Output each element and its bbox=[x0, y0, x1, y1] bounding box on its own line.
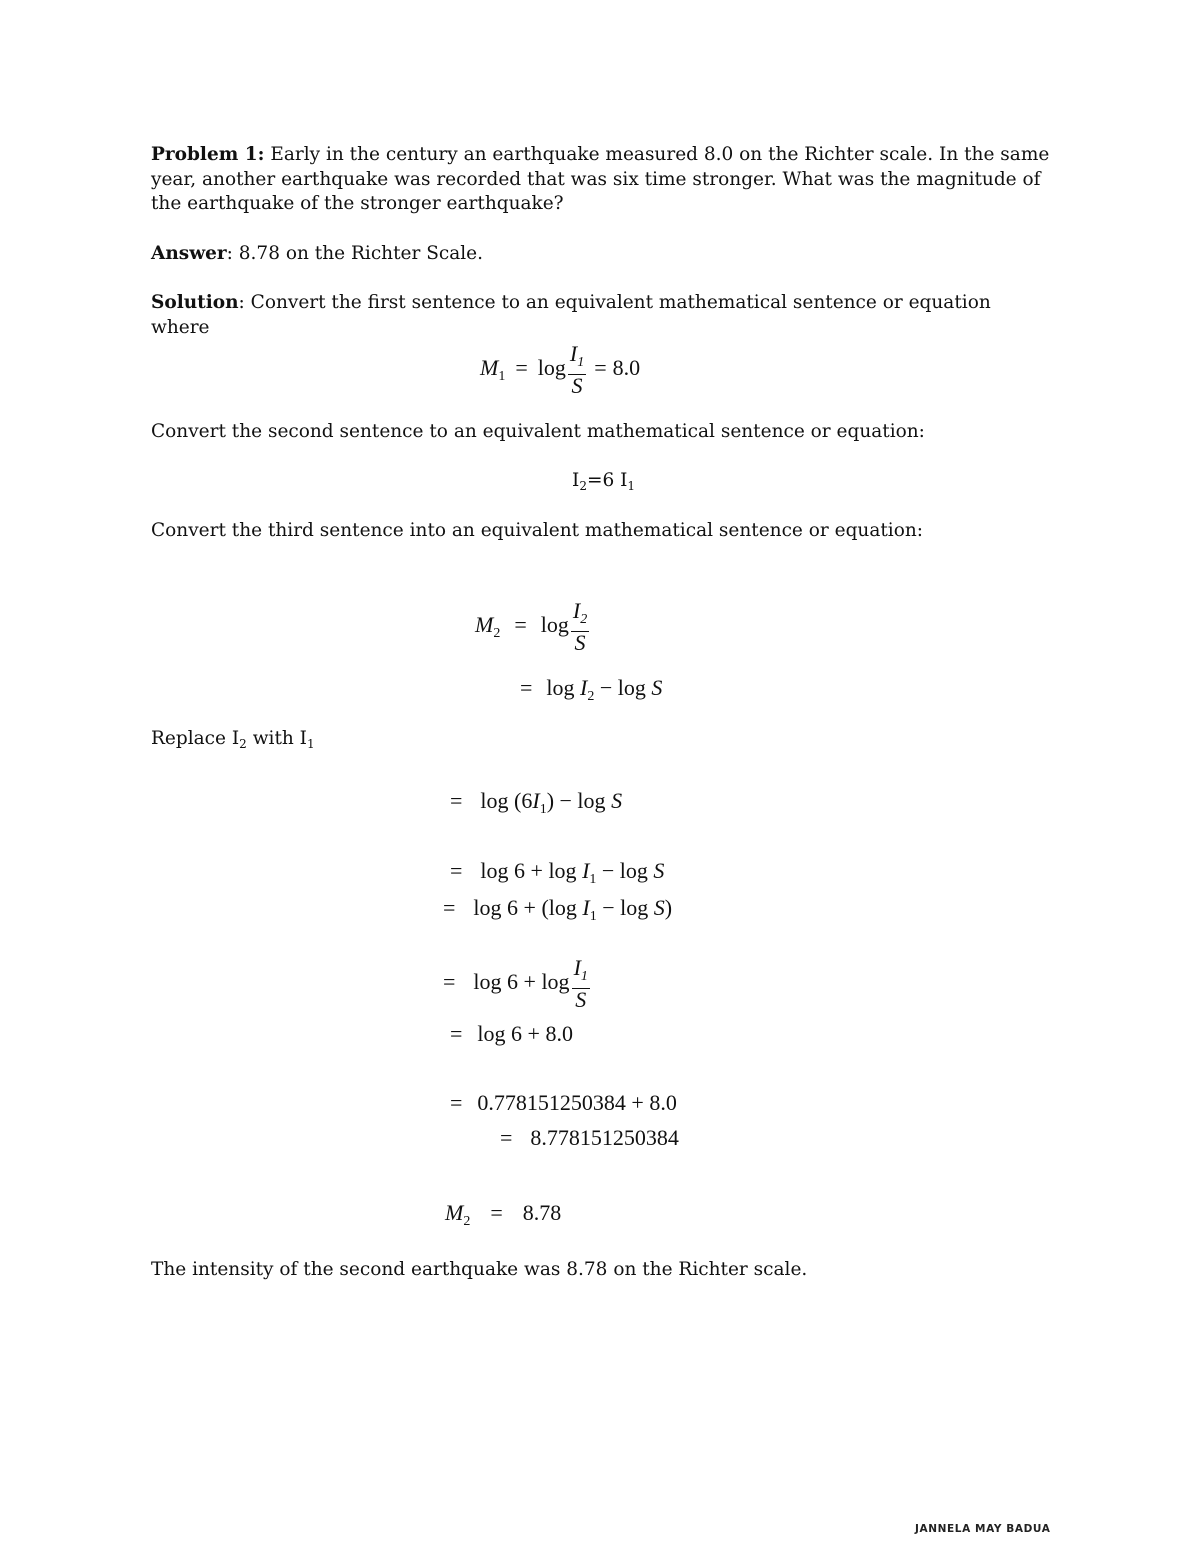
replace-paragraph bbox=[151, 727, 1051, 757]
replace-sub2: 1 bbox=[306, 737, 315, 751]
step-e-value: 8.0 bbox=[545, 1021, 573, 1046]
solution-text: : Convert the first sentence to an equivalent mathematical sentence or equation where bbox=[151, 292, 991, 338]
step2-paragraph: Convert the second sentence to an equivalent mathematical sentence or equation: bbox=[151, 421, 925, 442]
i2-lhs: I bbox=[572, 470, 580, 491]
answer-text: : 8.78 on the Richter Scale. bbox=[226, 243, 484, 264]
problem-text: Early in the century an earthquake measured 8.0 on the Richter scale. In the same year, another earthquake was recorded that was six time stronger. What was the magnitude of the earthquake of the stronger earthquake? bbox=[151, 144, 1050, 214]
equation-step-a: = $\log (6I_1) - \log S$ bbox=[450, 788, 623, 817]
equation-log-difference: = $\log I_2 - \log S$ bbox=[520, 675, 663, 704]
equation-m1: $M_1 = \log$ $\frac{I_1}{S}$ = 8.0 bbox=[480, 341, 641, 398]
equation-step-e: = log 6 + 8.0 bbox=[450, 1021, 573, 1046]
i2-lhs-sub: 2 bbox=[579, 479, 587, 493]
m2-value: 8.78 bbox=[522, 1200, 562, 1225]
equation-step-b: = $\log 6 + \log I_1 - \log S$ bbox=[450, 858, 665, 887]
replace-sub1: 2 bbox=[239, 737, 247, 751]
replace-middle: with I bbox=[246, 728, 307, 749]
equation-m2-log: $M_2 = \log$ $\frac{I_2}{S}$ bbox=[475, 598, 588, 655]
problem-label: Problem 1: bbox=[151, 144, 265, 165]
step-f-const: 8.0 bbox=[649, 1090, 677, 1115]
problem-paragraph bbox=[151, 143, 1051, 217]
equation-result: $M_2 = 8.78$ bbox=[445, 1200, 562, 1229]
equation-i2 bbox=[572, 470, 635, 493]
conclusion-paragraph: The intensity of the second earthquake was 8.78 on the Richter scale. bbox=[151, 1259, 808, 1280]
sum-value: 8.778151250384 bbox=[530, 1125, 679, 1150]
solution-paragraph bbox=[151, 291, 1051, 340]
equation-step-g: = 8.778151250384 bbox=[500, 1125, 679, 1150]
equation-step-f: = 0.778151250384 + 8.0 bbox=[450, 1090, 677, 1115]
replace-prefix: Replace I bbox=[151, 728, 240, 749]
i2-rhs-sub: 1 bbox=[627, 479, 636, 493]
step3-paragraph: Convert the third sentence into an equivalent mathematical sentence or equation: bbox=[151, 520, 923, 541]
equation-step-c: = log 6 + (log $I_1 - \log S$) bbox=[443, 895, 673, 924]
answer-label: Answer bbox=[151, 243, 227, 264]
m1-value: 8.0 bbox=[612, 355, 641, 381]
answer-paragraph bbox=[151, 242, 1051, 267]
i2-rhs: =6 I bbox=[586, 470, 628, 491]
solution-label: Solution bbox=[151, 292, 239, 313]
footer-author: JANNELA MAY BADUA bbox=[915, 1523, 1051, 1535]
log6-value: 0.778151250384 bbox=[477, 1090, 626, 1115]
equation-step-d: = log 6 + log $\frac{I_1}{S}$ bbox=[443, 955, 588, 1012]
